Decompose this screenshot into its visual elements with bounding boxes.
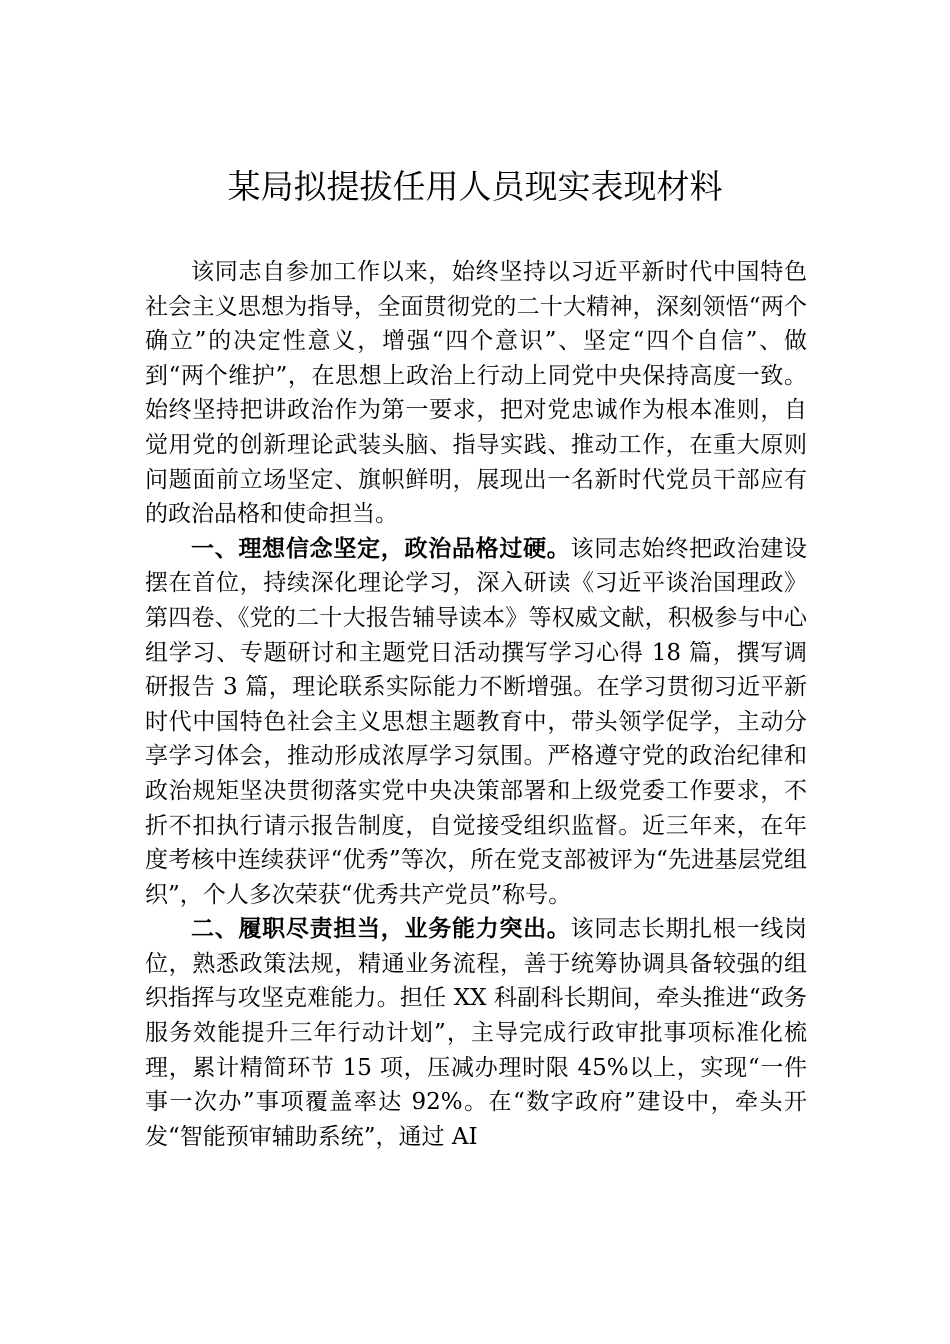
intro-paragraph [145,255,807,532]
section-one-paragraph [145,532,807,913]
section-one-heading: 一、理想信念坚定，政治品格过硬。 [191,534,571,562]
section-two-paragraph [145,912,807,1154]
document-body [145,255,807,1154]
paragraph-text: 该同志自参加工作以来，始终坚持以习近平新时代中国特色社会主义思想为指导，全面贯彻党的二十大精神，深刻领悟“两个确立”的决定性意义，增强“四个意识”、坚定“四个自信”、做到“两个维护”，在思想上政治上行动上同党中央保持高度一致。始终坚持把讲政治作为第一要求，把对党忠诚作为根本准则，自觉用党的创新理论武装头脑、指导实践、推动工作，在重大原则问题面前立场坚定、旗帜鲜明，展现出一名新时代党员干部应有的政治品格和使命担当。 [145,259,807,528]
section-two-heading: 二、履职尽责担当，业务能力突出。 [191,915,571,943]
section-one-text: 该同志始终把政治建设摆在首位，持续深化理论学习，深入研读《习近平谈治国理政》第四卷、《党的二十大报告辅导读本》等权威文献，积极参与中心组学习、专题研讨和主题党日活动撰写学习心得 18 篇，撰写调研报告 3 篇，理论联系实际能力不断增强。在学习贯彻习近平新时代中国特色社会主义思想主题教育中，带头领学促学，主动分享学习体会，推动形成浓厚学习氛围。严格遵守党的政治纪律和政治规矩坚决贯彻落实党中央决策部署和上级党委工作要求，不折不扣执行请示报告制度，自觉接受组织监督。近三年来，在年度考核中连续获评“优秀”等次，所在党支部被评为“先进基层党组织”，个人多次荣获“优秀共产党员”称号。 [145,535,808,908]
section-two-text: 该同志长期扎根一线岗位，熟悉政策法规，精通业务流程，善于统筹协调具备较强的组织指挥与攻坚克难能力。担任 XX 科副科长期间，牵头推进“政务服务效能提升三年行动计划”，主导完成行政审批事项标准化梳理，累计精简环节 15 项，压减办理时限 45%以上，实现“一件事一次办”事项覆盖率达 92%。在“数字政府”建设中，牵头开发“智能预审辅助系统”，通过 AI [145,916,808,1150]
document-title: 某局拟提拔任用人员现实表现材料 [227,167,723,206]
